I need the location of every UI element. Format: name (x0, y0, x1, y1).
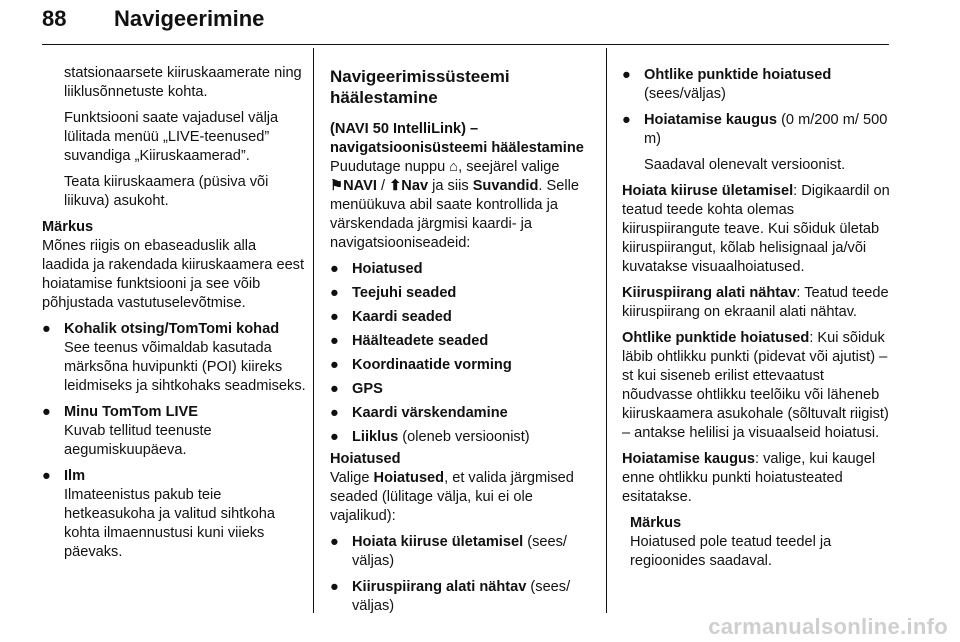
subheading: (NAVI 50 IntelliLink) – navigatsioonisüsteemi häälestamine (330, 121, 584, 156)
paragraph: statsionaarsete kiiruskaamerate ning liiklusõnnetuste kohta. (64, 65, 302, 100)
list-item: ● Koordinaatide vorming (330, 357, 512, 373)
section-heading: Navigeerimissüsteemi häälestamine (330, 67, 510, 107)
bullet-icon: ● (330, 429, 339, 445)
intro-paragraph: Puudutage nuppu ⌂, seejärel valige ⚑NAVI / ⬆Nav ja siis Suvandid. Selle menüükuva abil saate kontrollida ja värskendada järgmisi kaardi- ja navigatsiooniseadeid: (330, 159, 579, 251)
list-item-text: See teenus võimaldab kasutada märksõna huvipunkti (POI) kiireks leidmiseks ja sihtkohaks seadmiseks. (64, 340, 306, 394)
bullet-icon: ● (330, 357, 339, 373)
list-item-text: Kuvab tellitud teenuste aegumiskuupäeva. (64, 423, 212, 458)
note-text: Mõnes riigis on ebaseaduslik alla laadida ja rakendada kiiruskaamera eest hoiatamise funktsiooni ja see võib põhjustada vastutuselevõtmise. (42, 238, 305, 311)
list-item-text: Ilmateenistus pakub teie hetkeasukoha ja valitud sihtkoha kohta ilmaennustusi kuni viieks päevaks. (64, 487, 275, 560)
paragraph: Ohtlike punktide hoiatused: Kui sõiduk läbib ohtlikku punkti (pidevat või ajutist) – st kui siseneb erilist ettevaatust nõudvasse ohtlikku teelõiku või läheneb kiiruskaamera asukohale (sõltuvalt riigist) – antakse helilisi ja visuaalseid hoiatusi. (622, 330, 889, 441)
list-item: ● Teejuhi seaded (330, 285, 457, 301)
bullet-icon: ● (622, 67, 631, 83)
list-item-extra: Saadaval olenevalt versioonist. (644, 157, 846, 173)
bullet-icon: ● (330, 405, 339, 421)
home-icon: ⌂ (449, 159, 459, 175)
subsection-title: Hoiatused (330, 451, 401, 467)
bullet-icon: ● (330, 261, 339, 277)
list-item: ● Hoiatused (330, 261, 423, 277)
list-item: ● Kaardi seaded (330, 309, 452, 325)
bullet-icon: ● (42, 468, 51, 484)
list-item-title: Ohtlike punktide hoiatused (644, 67, 832, 83)
list-item-text: (sees/väljas) (644, 86, 726, 102)
bullet-icon: ● (42, 404, 51, 420)
list-item: ● Liiklus (oleneb versioonist) (330, 429, 530, 445)
list-item (622, 66, 890, 104)
list-item-text: Hoiatamise kaugus (0 m/200 m/ 500 m) (644, 112, 888, 147)
list-item-title: Minu TomTom LIVE (64, 404, 199, 420)
note-title: Märkus (42, 219, 94, 235)
list-item: ● Kaardi värskendamine (330, 405, 508, 421)
note (622, 514, 890, 571)
bullet-icon: ● (330, 381, 339, 397)
page-number: 88 (42, 6, 67, 31)
paragraph: Valige Hoiatused, et valida järgmised seaded (lülitage välja, kui ei ole vajalikud): (330, 470, 574, 524)
bullet-icon: ● (330, 579, 339, 595)
note-title: Märkus (630, 515, 682, 531)
bullet-icon: ● (42, 321, 51, 337)
list-item-title: Ilm (64, 468, 86, 484)
column-divider-1 (313, 48, 314, 613)
paragraph: Hoiatamise kaugus: valige, kui kaugel enne ohtlikku punkti hoiatusteated esitatakse. (622, 451, 876, 505)
list-item: ● Kiiruspiirang alati nähtav (sees/ väljas) (330, 579, 571, 614)
column-2 (330, 66, 594, 616)
note-text: Hoiatused pole teatud teedel ja regioonides saadaval. (630, 534, 832, 569)
bullet-icon: ● (330, 534, 339, 550)
list-item-title: Kohalik otsing/TomTomi kohad (64, 321, 280, 337)
page-header (42, 4, 902, 48)
list-item (42, 320, 306, 396)
flag-icon: ⚑ (330, 178, 344, 194)
column-3 (622, 66, 890, 571)
page-title: Navigeerimine (114, 6, 265, 31)
paragraph: Funktsiooni saate vajadusel välja lülitada menüü „LIVE-teenused” suvandiga „Kiiruskaamerad”. (64, 110, 279, 164)
list-item (622, 111, 890, 175)
column-divider-2 (606, 48, 607, 613)
bullet-icon: ● (330, 285, 339, 301)
list-item (42, 403, 306, 460)
nav-arrow-icon: ⬆ (389, 178, 402, 194)
column-1 (42, 64, 306, 562)
paragraph: Hoiata kiiruse ületamisel: Digikaardil on teatud teede kohta olemas kiiruspiirangute teave. Kui sõiduk ületab kiiruspiirangut, kõlab helisignaal ja/või kuvatakse visuaalhoiatused. (622, 183, 890, 275)
watermark: carmanualsonline.info (708, 614, 948, 639)
bullet-icon: ● (330, 309, 339, 325)
list-item: ● Hoiata kiiruse ületamisel (sees/ väljas) (330, 534, 567, 569)
paragraph: Kiiruspiirang alati nähtav: Teatud teede kiiruspiirang on ekraanil alati nähtav. (622, 285, 889, 320)
paragraph: Teata kiiruskaamera (püsiva või liikuva) asukoht. (64, 174, 269, 209)
list-item (42, 467, 306, 562)
list-item: ● Häälteadete seaded (330, 333, 489, 349)
bullet-icon: ● (622, 112, 631, 128)
bullet-icon: ● (330, 333, 339, 349)
list-item: ● GPS (330, 381, 383, 397)
header-rule (42, 44, 889, 45)
